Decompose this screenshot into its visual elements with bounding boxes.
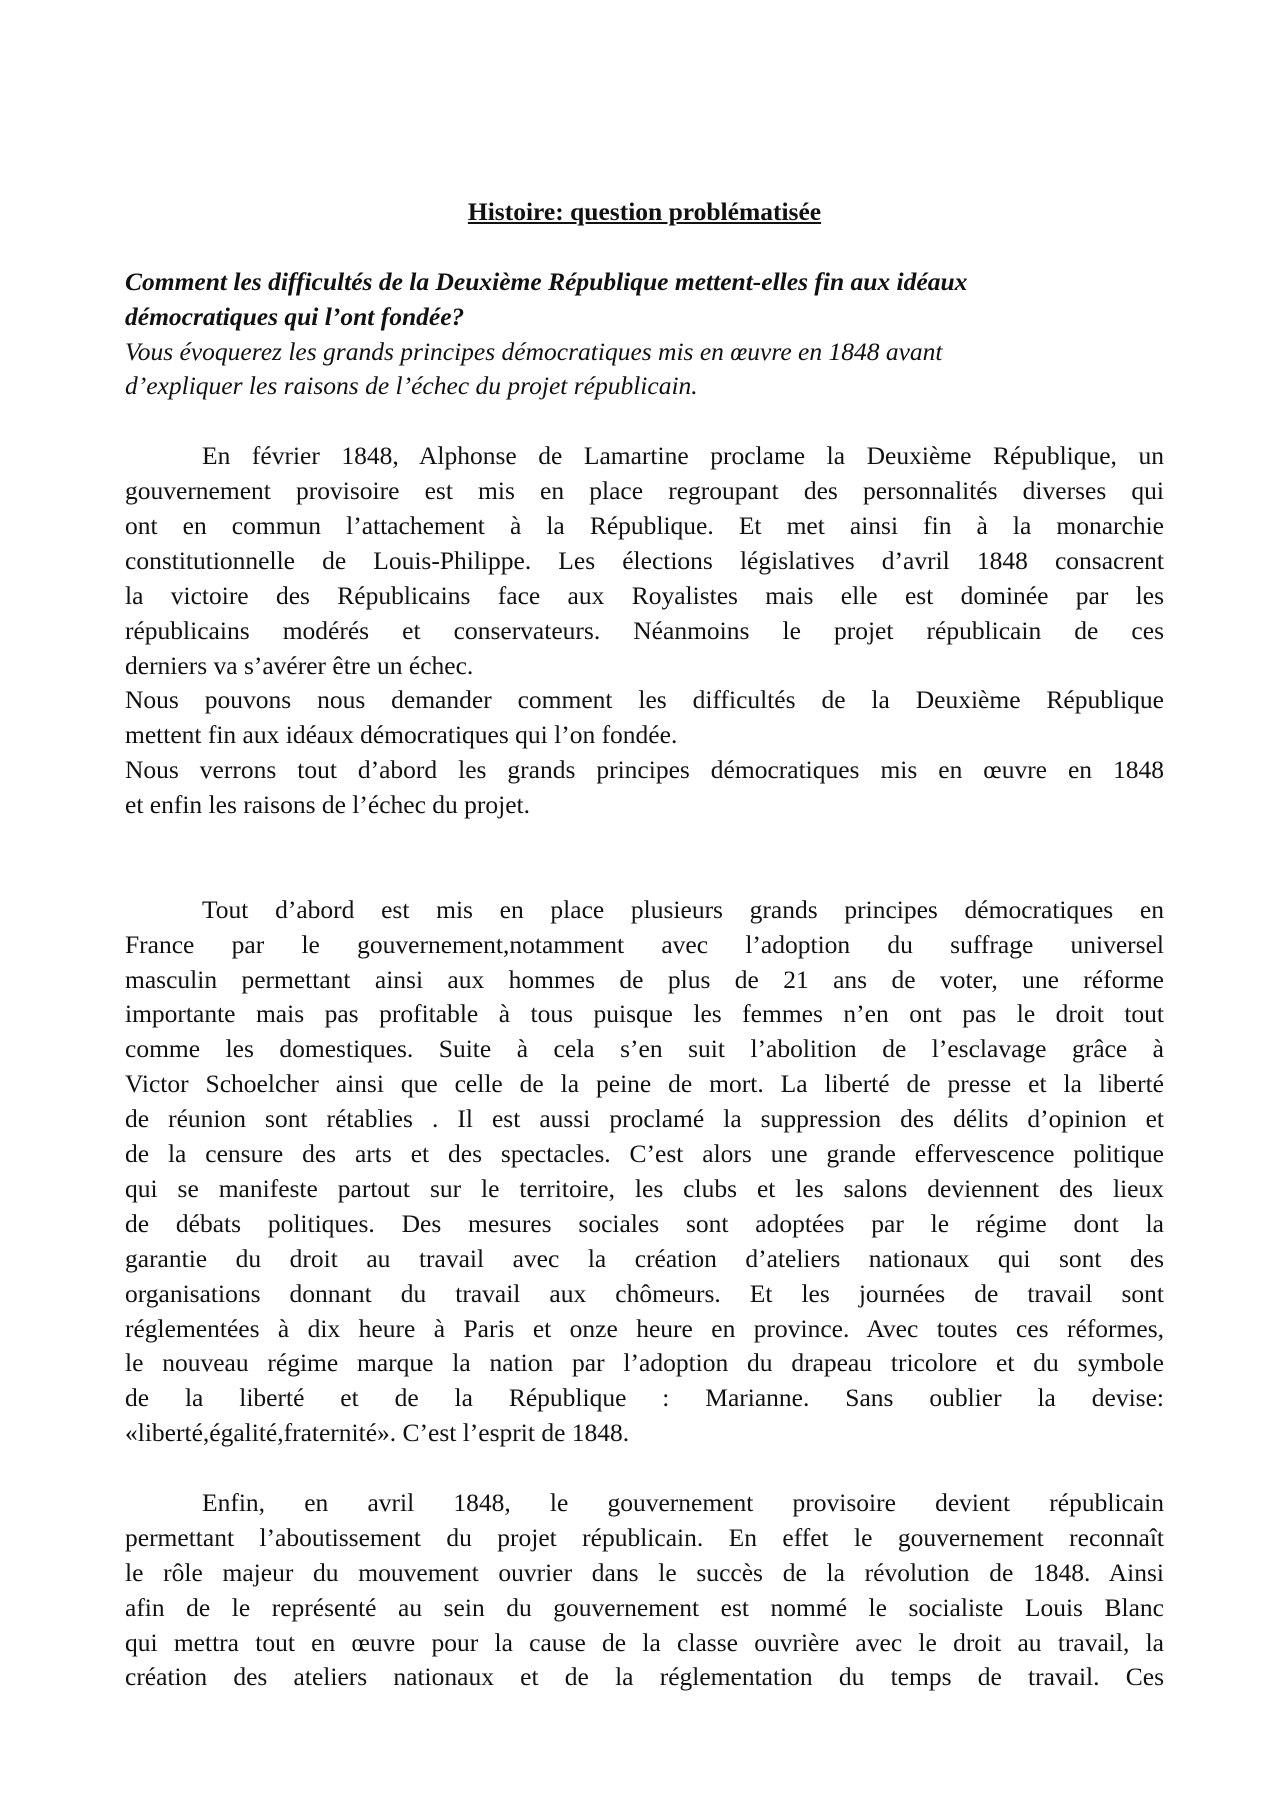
- text-line: le rôle majeur du mouvement ouvrier dans le succès de la révolution de 1848. Ainsi: [125, 1557, 1164, 1587]
- text-line: garantie du droit au travail avec la création d’ateliers nationaux qui sont des: [125, 1243, 1164, 1273]
- blank-line: [125, 1451, 1164, 1486]
- text-line: importante mais pas profitable à tous puisque les femmes n’en ont pas le droit tout: [125, 999, 1164, 1029]
- text-line: constitutionnelle de Louis-Philippe. Les élections législatives d’avril 1848 consacrent: [125, 545, 1164, 575]
- text-line: derniers va s’avérer être un échec.: [125, 650, 474, 680]
- text-line: d’expliquer les raisons de l’échec du projet républicain.: [125, 371, 698, 401]
- blank-line: [125, 858, 1164, 893]
- blank-line: [125, 404, 1164, 439]
- text-line: Enfin, en avril 1848, le gouvernement provisoire devient républicain: [202, 1487, 1164, 1517]
- text-line: Nous verrons tout d’abord les grands principes démocratiques mis en œuvre en 1848: [125, 755, 1164, 785]
- text-line: ont en commun l’attachement à la République. Et met ainsi fin à la monarchie: [125, 511, 1164, 541]
- text-line: de la liberté et de la République : Marianne. Sans oublier la devise:: [125, 1383, 1164, 1413]
- text-line: la victoire des Républicains face aux Royalistes mais elle est dominée par les: [125, 580, 1164, 610]
- text-line: comme les domestiques. Suite à cela s’en suit l’abolition de l’esclavage grâce à: [125, 1034, 1164, 1064]
- text-line: «liberté,égalité,fraternité». C’est l’esprit de 1848.: [125, 1418, 630, 1448]
- text-line: qui mettra tout en œuvre pour la cause de la classe ouvrière avec le droit au travail, la: [125, 1627, 1164, 1657]
- text-line: France par le gouvernement,notamment avec l’adoption du suffrage universel: [125, 929, 1164, 959]
- text-line: En février 1848, Alphonse de Lamartine proclame la Deuxième République, un: [202, 441, 1164, 471]
- text-line: organisations donnant du travail aux chômeurs. Et les journées de travail sont: [125, 1278, 1164, 1308]
- text-line: création des ateliers nationaux et de la réglementation du temps de travail. Ces: [125, 1662, 1164, 1692]
- text-line: le nouveau régime marque la nation par l’adoption du drapeau tricolore et du symbole: [125, 1348, 1164, 1378]
- text-line: réglementées à dix heure à Paris et onze heure en province. Avec toutes ces réformes,: [125, 1313, 1164, 1343]
- text-line: Comment les difficultés de la Deuxième République mettent-elles fin aux idéaux: [125, 266, 968, 296]
- text-line: Vous évoquerez les grands principes démocratiques mis en œuvre en 1848 avant: [125, 336, 943, 366]
- text-line: permettant l’aboutissement du projet républicain. En effet le gouvernement reconnaît: [125, 1522, 1164, 1552]
- text-line: qui se manifeste partout sur le territoire, les clubs et les salons deviennent des lieux: [125, 1173, 1164, 1203]
- text-line: gouvernement provisoire est mis en place regroupant des personnalités diverses qui: [125, 476, 1164, 506]
- blank-line: [125, 230, 1164, 265]
- document-page: [125, 195, 1164, 1695]
- text-line: de réunion sont rétablies . Il est aussi proclamé la suppression des délits d’opinion et: [125, 1104, 1164, 1134]
- text-line: républicains modérés et conservateurs. Néanmoins le projet républicain de ces: [125, 615, 1164, 645]
- text-line: de débats politiques. Des mesures sociales sont adoptées par le régime dont la: [125, 1208, 1164, 1238]
- text-line: afin de le représenté au sein du gouvernement est nommé le socialiste Louis Blanc: [125, 1592, 1164, 1622]
- text-line: Victor Schoelcher ainsi que celle de la peine de mort. La liberté de presse et la liberté: [125, 1069, 1164, 1099]
- text-line: masculin permettant ainsi aux hommes de plus de 21 ans de voter, une réforme: [125, 964, 1164, 994]
- text-line: démocratiques qui l’ont fondée?: [125, 301, 465, 331]
- blank-line: [125, 823, 1164, 858]
- text-line: mettent fin aux idéaux démocratiques qui l’on fondée.: [125, 720, 678, 750]
- text-line: Tout d’abord est mis en place plusieurs grands principes démocratiques en: [202, 894, 1164, 924]
- page-title: Histoire: question problématisée: [467, 197, 822, 226]
- text-line: Nous pouvons nous demander comment les difficultés de la Deuxième République: [125, 685, 1164, 715]
- text-line: de la censure des arts et des spectacles. C’est alors une grande effervescence politique: [125, 1139, 1164, 1169]
- text-line: et enfin les raisons de l’échec du projet.: [125, 790, 531, 820]
